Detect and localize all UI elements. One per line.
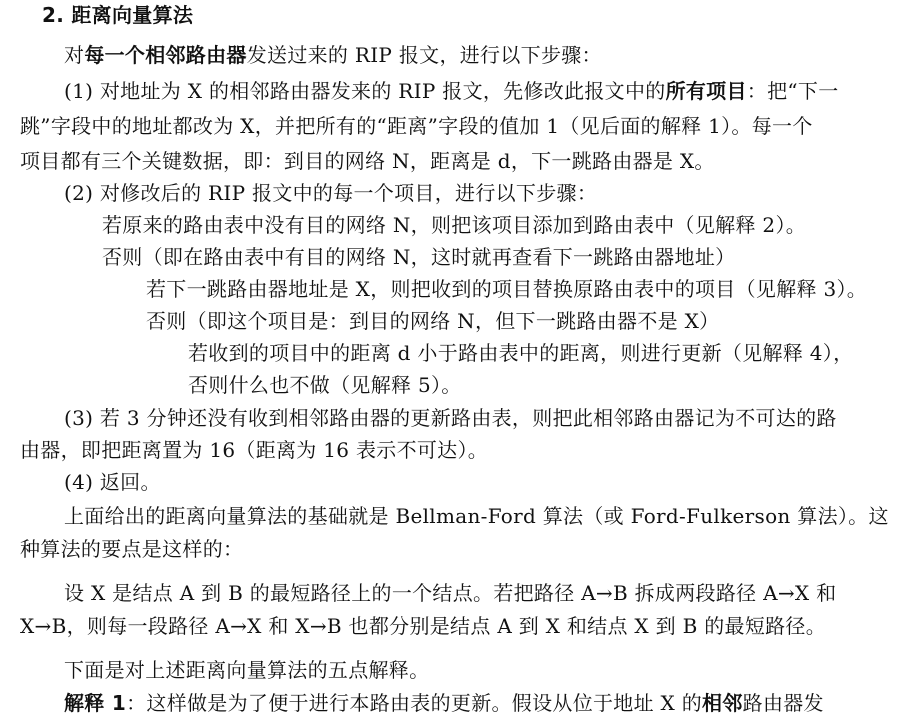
- basis-line2: 种算法的要点是这样的：: [20, 537, 244, 561]
- explain1-pre: ：这样做是为了便于进行本路由表的更新。假设从位于地址 X 的: [126, 691, 703, 715]
- explain1-line: [64, 690, 824, 716]
- intro-text-pre: 对: [64, 43, 85, 67]
- principle-line2: X→B，则每一段路径 A→X 和 X→B 也都分别是结点 A 到 X 和结点 X 到 B 的最短路径。: [20, 614, 827, 638]
- explain1-label: 解释 1: [64, 691, 127, 715]
- section-title: 2. 距离向量算法: [42, 3, 194, 27]
- principle-line1: 设 X 是结点 A 到 B 的最短路径上的一个结点。若把路径 A→B 拆成两段路径 A→X 和: [64, 581, 837, 605]
- intro-text-bold: 每一个相邻路由器: [84, 43, 247, 67]
- step2-line3: 否则（即在路由表中有目的网络 N，这时就再查看下一跳路由器地址）: [102, 245, 736, 269]
- step3-line2: 由器，即把距离置为 16（距离为 16 表示不可达）。: [20, 438, 489, 462]
- step1-line1-post: ：把“下一: [746, 79, 839, 103]
- step3-line1: (3) 若 3 分钟还没有收到相邻路由器的更新路由表，则把此相邻路由器记为不可达的路: [64, 406, 837, 430]
- step1-line1: [64, 78, 839, 104]
- basis-line1: 上面给出的距离向量算法的基础就是 Bellman-Ford 算法（或 Ford-Fulkerson 算法）。这: [64, 504, 889, 528]
- intro-paragraph: [64, 42, 602, 68]
- step1-line1-pre: (1) 对地址为 X 的相邻路由器发来的 RIP 报文，先修改此报文中的: [64, 79, 666, 103]
- step2-line6: 若收到的项目中的距离 d 小于路由表中的距离，则进行更新（见解释 4），: [188, 341, 854, 365]
- step1-line3: 项目都有三个关键数据，即：到目的网络 N，距离是 d，下一跳路由器是 X。: [20, 149, 715, 173]
- explain1-post: 路由器发: [742, 691, 824, 715]
- step1-line1-bold: 所有项目: [665, 79, 747, 103]
- step2-line5: 否则（即这个项目是：到目的网络 N，但下一跳路由器不是 X）: [146, 309, 720, 333]
- explain1-bold: 相邻: [702, 691, 743, 715]
- step2-line4: 若下一跳路由器地址是 X，则把收到的项目替换原路由表中的项目（见解释 3）。: [146, 277, 868, 301]
- explain-intro: 下面是对上述距离向量算法的五点解释。: [64, 658, 430, 682]
- step2-line2: 若原来的路由表中没有目的网络 N，则把该项目添加到路由表中（见解释 2）。: [102, 213, 807, 237]
- step2-line7: 否则什么也不做（见解释 5）。: [188, 373, 462, 397]
- step4-line: (4) 返回。: [64, 470, 161, 494]
- step2-line1: (2) 对修改后的 RIP 报文中的每一个项目，进行以下步骤：: [64, 181, 598, 205]
- step1-line2: 跳”字段中的地址都改为 X，并把所有的“距离”字段的值加 1（见后面的解释 1）。每一个: [20, 114, 813, 138]
- intro-text-post: 发送过来的 RIP 报文，进行以下步骤：: [246, 43, 602, 67]
